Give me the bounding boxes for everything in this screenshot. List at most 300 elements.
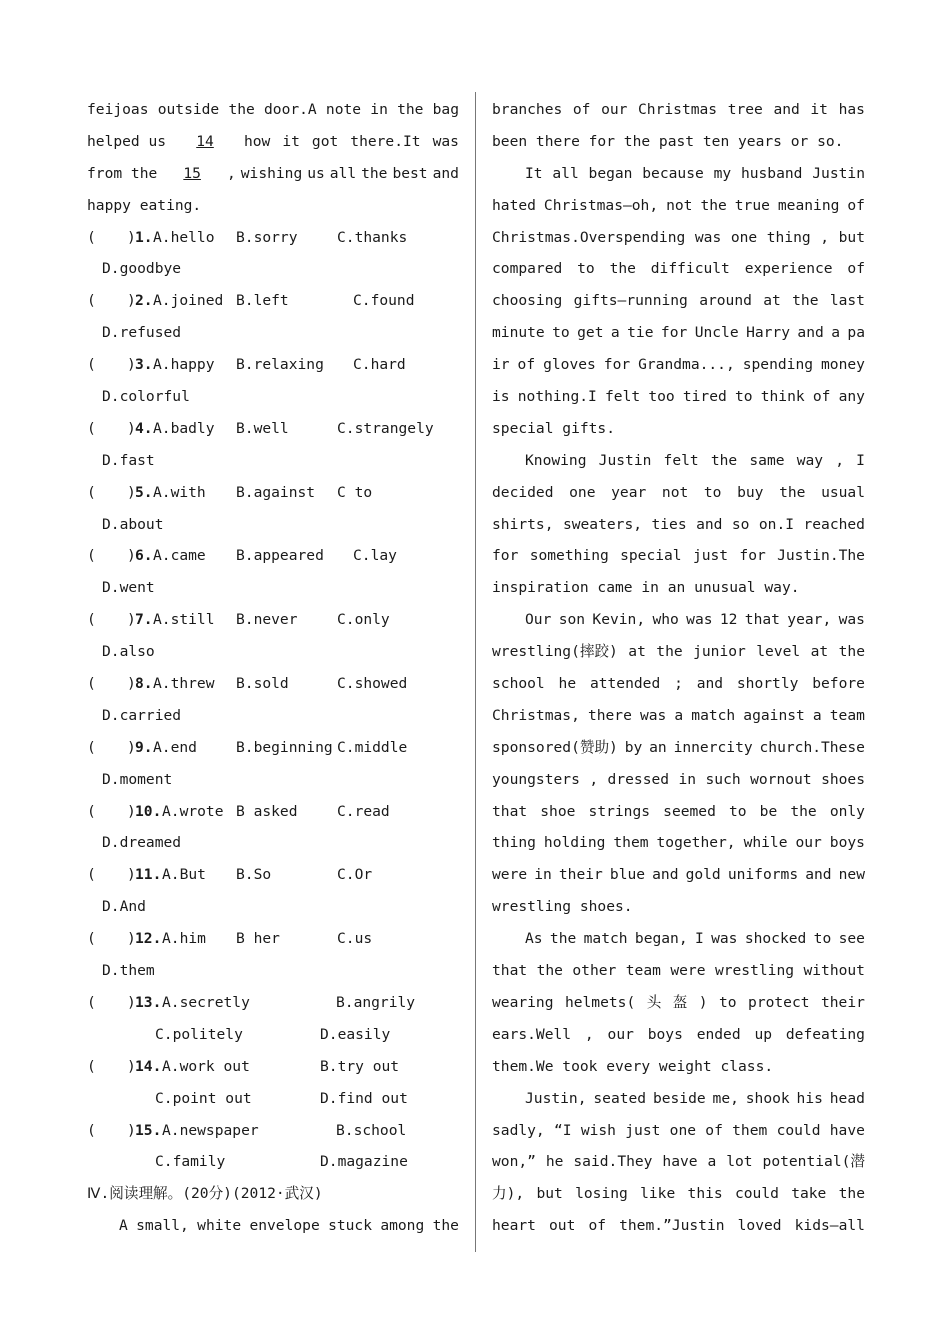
passage-line: [492, 190, 865, 222]
option-b[interactable]: B.never: [236, 611, 298, 629]
question-12-line-2: [87, 955, 459, 987]
word: junior: [693, 643, 746, 661]
word: felt: [663, 451, 699, 469]
word: seated: [593, 1089, 647, 1107]
option-d[interactable]: D.easily: [320, 1025, 391, 1043]
option-c[interactable]: C.point out: [155, 1089, 252, 1107]
passage-line: special gifts.: [492, 419, 616, 437]
word: “I: [553, 1121, 572, 1139]
word: the: [792, 292, 819, 310]
option-c[interactable]: C.only: [337, 611, 390, 629]
word: potential(潜: [762, 1153, 865, 1171]
passage-line: [492, 349, 865, 381]
option-b[interactable]: B asked: [236, 802, 298, 820]
word: a: [610, 324, 620, 342]
answer-slot[interactable]: [99, 923, 125, 945]
option-c[interactable]: C.hard: [353, 356, 406, 374]
answer-paren-close: ): [127, 356, 136, 374]
word: lot: [726, 1153, 753, 1171]
word: get: [577, 324, 604, 342]
column-divider: [475, 92, 476, 1252]
option-c[interactable]: C.Or: [337, 866, 373, 884]
option-c[interactable]: C.middle: [337, 738, 408, 756]
answer-paren-close: ): [127, 483, 136, 501]
word: not: [666, 196, 693, 214]
passage-line: [492, 636, 865, 668]
answer-slot[interactable]: [99, 222, 125, 244]
word: while: [743, 834, 788, 852]
option-c[interactable]: C.showed: [337, 675, 408, 693]
word: holding: [543, 834, 606, 852]
question-14: [87, 1051, 459, 1083]
word: to: [703, 483, 722, 501]
word: outside: [157, 101, 220, 118]
passage-line: [492, 477, 865, 509]
word: such: [705, 770, 741, 788]
option-d[interactable]: D.went: [102, 579, 155, 597]
word: 12: [719, 611, 738, 629]
answer-blank-14[interactable]: 14: [196, 132, 214, 150]
word: stuck: [328, 1217, 372, 1235]
passage-line: [492, 700, 865, 732]
word: is: [492, 388, 510, 406]
passage-line: inspiration came in an unusual way.: [492, 579, 800, 597]
word: was: [432, 132, 459, 150]
word: but: [838, 228, 865, 246]
passage-line: [492, 955, 865, 987]
question-3: [87, 349, 459, 381]
question-5: [87, 477, 459, 509]
word: could: [734, 1185, 779, 1203]
word: were: [670, 962, 706, 980]
question-8-line-2: [87, 700, 459, 732]
answer-slot[interactable]: [99, 604, 125, 626]
option-a[interactable]: A.wrote: [162, 802, 224, 820]
option-d[interactable]: D.also: [102, 643, 155, 661]
word: Justin: [598, 451, 652, 469]
option-b[interactable]: B.beginning: [236, 738, 333, 756]
word: compared: [492, 260, 563, 278]
option-a[interactable]: A.newspaper: [162, 1121, 259, 1139]
word: It: [525, 164, 543, 182]
option-b[interactable]: B.against: [236, 483, 316, 501]
option-c[interactable]: C.family: [155, 1153, 226, 1171]
word: door.A: [264, 101, 317, 118]
word: other: [572, 962, 617, 980]
word: one: [730, 228, 758, 246]
word: it: [282, 132, 300, 150]
word: to: [728, 802, 747, 820]
left-column: [87, 94, 459, 1242]
word: son: [558, 611, 586, 629]
answer-slot[interactable]: [99, 796, 125, 818]
option-c[interactable]: C to: [337, 483, 373, 501]
option-a[interactable]: A.badly: [153, 419, 215, 437]
word: so: [731, 515, 750, 533]
answer-paren-open: (: [87, 675, 96, 693]
option-a[interactable]: A.hello: [153, 228, 215, 246]
word: strings: [588, 802, 651, 820]
word: by: [624, 738, 643, 756]
option-b[interactable]: B.relaxing: [236, 356, 324, 374]
option-d[interactable]: D.colorful: [102, 388, 190, 406]
answer-slot[interactable]: [99, 859, 125, 881]
word: boys: [647, 1025, 683, 1043]
option-a[interactable]: A.happy: [153, 356, 215, 374]
word: spending: [742, 356, 814, 374]
passage-text: from the: [87, 164, 158, 182]
passage-line: [492, 1083, 865, 1115]
question-14-line-2: [87, 1083, 459, 1115]
question-10: [87, 796, 459, 828]
word: school: [492, 675, 545, 693]
option-d[interactable]: D.goodbye: [102, 260, 182, 278]
word: shortly: [736, 675, 799, 693]
word: an: [649, 738, 667, 756]
question-15-line-2: [87, 1146, 459, 1178]
word: of: [847, 260, 865, 278]
answer-slot[interactable]: [99, 987, 125, 1009]
question-number: 4.: [135, 419, 153, 437]
question-12: [87, 923, 459, 955]
question-3-line-2: [87, 381, 459, 413]
question-number: 3.: [135, 356, 153, 374]
passage-line: wrestling shoes.: [492, 898, 633, 916]
word: head: [829, 1089, 865, 1107]
word: and: [797, 324, 824, 342]
word: youngsters: [492, 770, 580, 788]
word: he: [558, 675, 577, 693]
word: was: [711, 930, 738, 948]
option-d[interactable]: D.magazine: [320, 1153, 408, 1171]
word: loved: [737, 1217, 782, 1235]
word: the: [779, 483, 806, 501]
option-c[interactable]: C.lay: [353, 547, 397, 565]
word: there: [587, 706, 632, 724]
word: ,: [589, 770, 599, 788]
word: choosing: [492, 292, 563, 310]
word: the: [700, 196, 727, 214]
word: ir: [492, 356, 510, 374]
word: of: [705, 1121, 723, 1139]
answer-slot[interactable]: [99, 349, 125, 371]
answer-slot[interactable]: [99, 668, 125, 690]
word: the: [549, 930, 577, 948]
word: A: [119, 1217, 128, 1235]
word: ;: [674, 675, 683, 693]
question-number: 7.: [135, 611, 153, 629]
word: wornout: [750, 770, 812, 788]
passage-line: [492, 317, 865, 349]
word: my: [713, 164, 732, 182]
word: was: [694, 228, 722, 246]
word: Kevin,: [592, 611, 646, 629]
answer-paren-close: ): [127, 738, 136, 756]
option-b[interactable]: B.angrily: [336, 993, 416, 1011]
word: one: [669, 1121, 697, 1139]
option-a[interactable]: A.secretly: [162, 993, 250, 1011]
word: team: [625, 962, 661, 980]
word: dressed: [607, 770, 670, 788]
option-d[interactable]: D.about: [102, 515, 164, 533]
word: too: [648, 388, 675, 406]
passage-line-1: [87, 94, 459, 126]
word: match: [583, 930, 628, 948]
option-a[interactable]: A.threw: [153, 675, 215, 693]
answer-slot[interactable]: [99, 413, 125, 435]
word: see: [838, 930, 865, 948]
word: Harry: [746, 324, 790, 342]
word: uniforms: [727, 866, 799, 884]
option-a[interactable]: A.him: [162, 930, 206, 948]
passage-line: been there for the past ten years or so.: [492, 132, 844, 150]
word: at: [763, 292, 781, 310]
word: all: [329, 164, 357, 182]
answer-paren-close: ): [127, 1121, 136, 1139]
question-4: [87, 413, 459, 445]
word: for: [739, 547, 766, 565]
word: of: [588, 1217, 607, 1235]
word: wrestling(摔跤): [492, 643, 618, 661]
question-number: 8.: [135, 675, 153, 693]
word: innercity: [673, 738, 753, 756]
option-a[interactable]: A.still: [153, 611, 215, 629]
word: at: [810, 643, 829, 661]
option-b[interactable]: B.sorry: [236, 228, 298, 246]
option-c[interactable]: C.thanks: [337, 228, 408, 246]
word: the: [656, 643, 683, 661]
option-d[interactable]: D.moment: [102, 770, 173, 788]
option-a[interactable]: A.end: [153, 738, 197, 756]
option-b[interactable]: B.school: [336, 1121, 407, 1139]
passage-text: [244, 126, 459, 158]
word: the: [838, 643, 865, 661]
option-c[interactable]: C.read: [337, 802, 390, 820]
word: around: [699, 292, 752, 310]
word: ,: [226, 164, 236, 182]
option-c[interactable]: C.found: [353, 292, 415, 310]
word: tired: [682, 388, 727, 406]
word: church.These: [759, 738, 865, 756]
answer-paren-open: (: [87, 228, 96, 246]
option-a[interactable]: A.But: [162, 866, 206, 884]
word: for: [492, 547, 519, 565]
word: year,: [787, 611, 832, 629]
word: usual: [821, 483, 865, 501]
answer-slot[interactable]: [99, 1051, 125, 1073]
word: feijoas: [87, 101, 149, 118]
option-d[interactable]: D.them: [102, 962, 155, 980]
option-d[interactable]: D.find out: [320, 1089, 408, 1107]
word: Christmas—oh,: [543, 196, 659, 214]
word: tie: [627, 324, 654, 342]
option-a[interactable]: A.work out: [162, 1057, 250, 1075]
question-9: [87, 732, 459, 764]
word: I: [856, 451, 865, 469]
question-number: 5.: [135, 483, 153, 501]
passage-line: [492, 158, 865, 190]
passage-line: [492, 540, 865, 572]
word: difficult: [650, 260, 730, 278]
question-13-line-2: [87, 1019, 459, 1051]
word: has: [838, 101, 865, 118]
word: of: [812, 388, 831, 406]
option-b[interactable]: B.sold: [236, 675, 289, 693]
word: ,: [835, 451, 844, 469]
word: the: [838, 1185, 865, 1203]
passage-line: [492, 604, 865, 636]
word: to: [734, 388, 753, 406]
word: up: [754, 1025, 773, 1043]
word: bag: [432, 101, 459, 118]
answer-slot[interactable]: [99, 540, 125, 562]
option-b[interactable]: B.left: [236, 292, 289, 310]
answer-paren-open: (: [87, 1057, 96, 1075]
word: wish: [580, 1121, 616, 1139]
passage-line: [492, 827, 865, 859]
word: but: [536, 1185, 563, 1203]
word: ,: [820, 228, 830, 246]
word: thing: [492, 834, 536, 852]
answer-slot[interactable]: [99, 285, 125, 307]
option-a[interactable]: A.with: [153, 483, 206, 501]
word: small,: [136, 1217, 189, 1235]
word: kids—all: [794, 1217, 865, 1235]
word: level: [756, 643, 801, 661]
word: who: [652, 611, 679, 629]
answer-paren-close: ): [127, 802, 136, 820]
word: and: [652, 866, 679, 884]
reading-first-line: [87, 1210, 459, 1242]
option-d[interactable]: D.carried: [102, 706, 182, 724]
passage-line: [492, 285, 865, 317]
option-c[interactable]: C.us: [337, 930, 373, 948]
question-9-line-2: [87, 764, 459, 796]
question-number: 13.: [135, 993, 162, 1011]
word: ): [698, 993, 708, 1011]
word: before: [812, 675, 865, 693]
word: buy: [737, 483, 764, 501]
word: protect: [748, 993, 810, 1011]
option-b[interactable]: B her: [236, 930, 280, 948]
passage-line: [492, 253, 865, 285]
option-b[interactable]: B.So: [236, 866, 272, 884]
word: shocked: [744, 930, 807, 948]
word: husband: [740, 164, 803, 182]
word: wishing: [240, 164, 303, 182]
answer-paren-open: (: [87, 802, 96, 820]
word: because: [642, 164, 704, 182]
word: the: [609, 260, 636, 278]
question-2-line-2: [87, 317, 459, 349]
word: Christmas,: [492, 706, 580, 724]
word: our: [607, 1025, 634, 1043]
word: ears.Well: [492, 1025, 572, 1043]
word: the: [536, 962, 563, 980]
word: he: [545, 1153, 564, 1171]
passage-line: [492, 509, 865, 541]
word: tree: [727, 101, 763, 118]
answer-paren-close: ): [127, 292, 136, 310]
word: special: [620, 547, 682, 565]
word: ties: [651, 515, 687, 533]
word: sponsored(赞助): [492, 738, 618, 756]
answer-paren-close: ): [127, 1057, 136, 1075]
word: gloves: [543, 356, 596, 374]
word: got: [311, 132, 339, 150]
question-number: 15.: [135, 1121, 162, 1139]
answer-blank-15[interactable]: 15: [183, 164, 201, 182]
question-7: [87, 604, 459, 636]
word: Christmas.Overspending: [492, 228, 686, 246]
option-d[interactable]: D.fast: [102, 451, 155, 469]
answer-paren-open: (: [87, 419, 96, 437]
word: way: [796, 451, 824, 469]
word: for: [660, 324, 688, 342]
question-11: [87, 859, 459, 891]
passage-line: [492, 859, 865, 891]
word: that: [744, 611, 780, 629]
option-d[interactable]: D.refused: [102, 324, 182, 342]
word: last: [829, 292, 865, 310]
option-a[interactable]: A.joined: [153, 292, 224, 310]
passage-text: helped us: [87, 132, 167, 150]
answer-paren-close: ): [127, 675, 136, 693]
word: the: [361, 164, 388, 182]
word: them.”Justin: [619, 1217, 725, 1235]
question-5-line-2: [87, 509, 459, 541]
word: on.I: [758, 515, 795, 533]
passage-line: [492, 1019, 865, 1051]
passage-line-2: [87, 126, 459, 158]
word: I: [694, 930, 704, 948]
option-b[interactable]: B.well: [236, 419, 289, 437]
answer-slot[interactable]: [99, 1115, 125, 1137]
word: their: [558, 866, 603, 884]
option-a[interactable]: A.came: [153, 547, 206, 565]
word: any: [838, 388, 865, 406]
word: a: [707, 1153, 717, 1171]
word: their: [820, 993, 865, 1011]
question-10-line-2: [87, 827, 459, 859]
passage-line: [492, 1115, 865, 1147]
option-c[interactable]: C.politely: [155, 1025, 243, 1043]
option-b[interactable]: B.try out: [320, 1057, 400, 1075]
word: Christmas: [638, 101, 718, 118]
word: blue: [609, 866, 646, 884]
option-d[interactable]: D.And: [102, 898, 146, 916]
word: beside: [652, 1089, 706, 1107]
answer-slot[interactable]: [99, 732, 125, 754]
answer-slot[interactable]: [99, 477, 125, 499]
option-d[interactable]: D.dreamed: [102, 834, 182, 852]
answer-paren-open: (: [87, 611, 96, 629]
question-11-line-2: [87, 891, 459, 923]
option-c[interactable]: C.strangely: [337, 419, 434, 437]
option-b[interactable]: B.appeared: [236, 547, 324, 565]
word: and: [805, 866, 832, 884]
passage-line: [492, 796, 865, 828]
word: think: [760, 388, 805, 406]
word: that: [492, 802, 528, 820]
question-number: 12.: [135, 930, 162, 948]
word: gold: [685, 866, 721, 884]
word: heart: [492, 1217, 536, 1235]
word: Our: [525, 611, 552, 629]
word: branches: [492, 101, 563, 118]
word: and: [773, 101, 800, 118]
right-column: [492, 94, 865, 1242]
